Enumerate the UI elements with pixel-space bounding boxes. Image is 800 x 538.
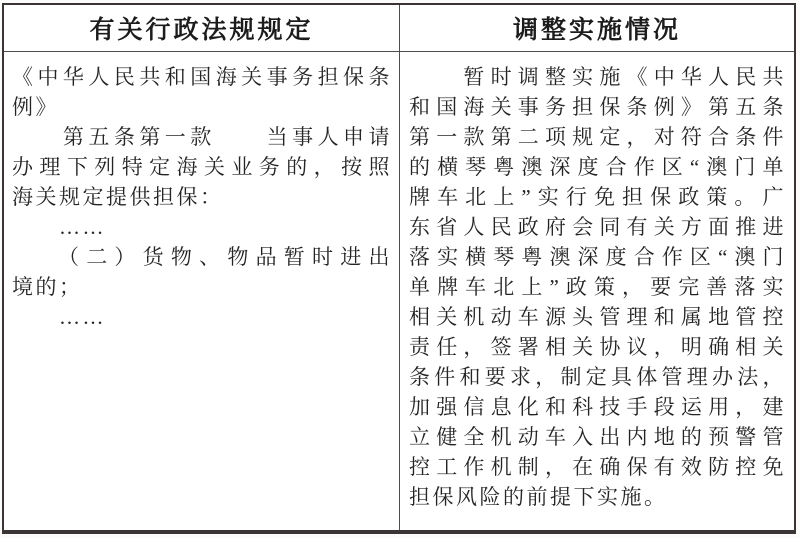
regulation-ellipsis-line: …… xyxy=(12,305,106,329)
implementation-text-line: 立健全机动车入出内地的预警管 xyxy=(409,425,786,449)
regulation-text-line: 《中华人民共和国海关事务担保条 xyxy=(12,65,392,89)
implementation-text-line: 和国海关事务担保条例》第五条 xyxy=(409,95,786,119)
regulations-text-block xyxy=(4,52,399,332)
column-regulations xyxy=(4,5,400,530)
column-header-regulations-label: 有关行政法规规定 xyxy=(89,16,314,44)
implementation-text-line: 东省人民政府会同有关方面推进 xyxy=(409,215,786,239)
regulation-text-line: 办理下列特定海关业务的，按照 xyxy=(12,155,392,179)
column-header-implementation xyxy=(400,5,794,52)
implementation-text-line: 的横琴粤澳深度合作区“澳门单 xyxy=(409,155,786,179)
regulation-text-line: 境的； xyxy=(12,275,83,299)
regulation-adjustment-table xyxy=(2,3,796,534)
regulation-text-line: 例》 xyxy=(12,95,59,119)
implementation-text-line: 担保风险的前提下实施。 xyxy=(409,485,668,509)
regulation-text-line: 第五条第一款 当事人申请 xyxy=(12,125,392,149)
regulation-ellipsis-line: …… xyxy=(12,215,106,239)
implementation-text-block xyxy=(400,52,794,512)
column-implementation xyxy=(400,5,794,530)
implementation-text-line: 加强信息化和科技手段运用，建 xyxy=(409,395,786,419)
implementation-text-line: 牌车北上”实行免担保政策。广 xyxy=(409,185,786,209)
implementation-text-line: 暂时调整实施《中华人民共 xyxy=(409,65,786,89)
implementation-text-line: 控工作机制，在确保有效防控免 xyxy=(409,455,786,479)
implementation-text-line: 条件和要求，制定具体管理办法， xyxy=(409,365,786,389)
implementation-text-line: 责任，签署相关协议，明确相关 xyxy=(409,335,786,359)
regulation-text-line: 海关规定提供担保： xyxy=(12,185,224,209)
implementation-text-line: 落实横琴粤澳深度合作区“澳门 xyxy=(409,245,786,269)
column-header-implementation-label: 调整实施情况 xyxy=(512,16,681,44)
implementation-text-line: 第一款第二项规定，对符合条件 xyxy=(409,125,786,149)
implementation-text-line: 相关机动车源头管理和属地管控 xyxy=(409,305,786,329)
regulation-text-line: （二）货物、物品暂时进出 xyxy=(12,245,392,269)
implementation-text-line: 单牌车北上”政策，要完善落实 xyxy=(409,275,786,299)
column-header-regulations xyxy=(4,5,399,52)
table-columns xyxy=(4,5,794,530)
